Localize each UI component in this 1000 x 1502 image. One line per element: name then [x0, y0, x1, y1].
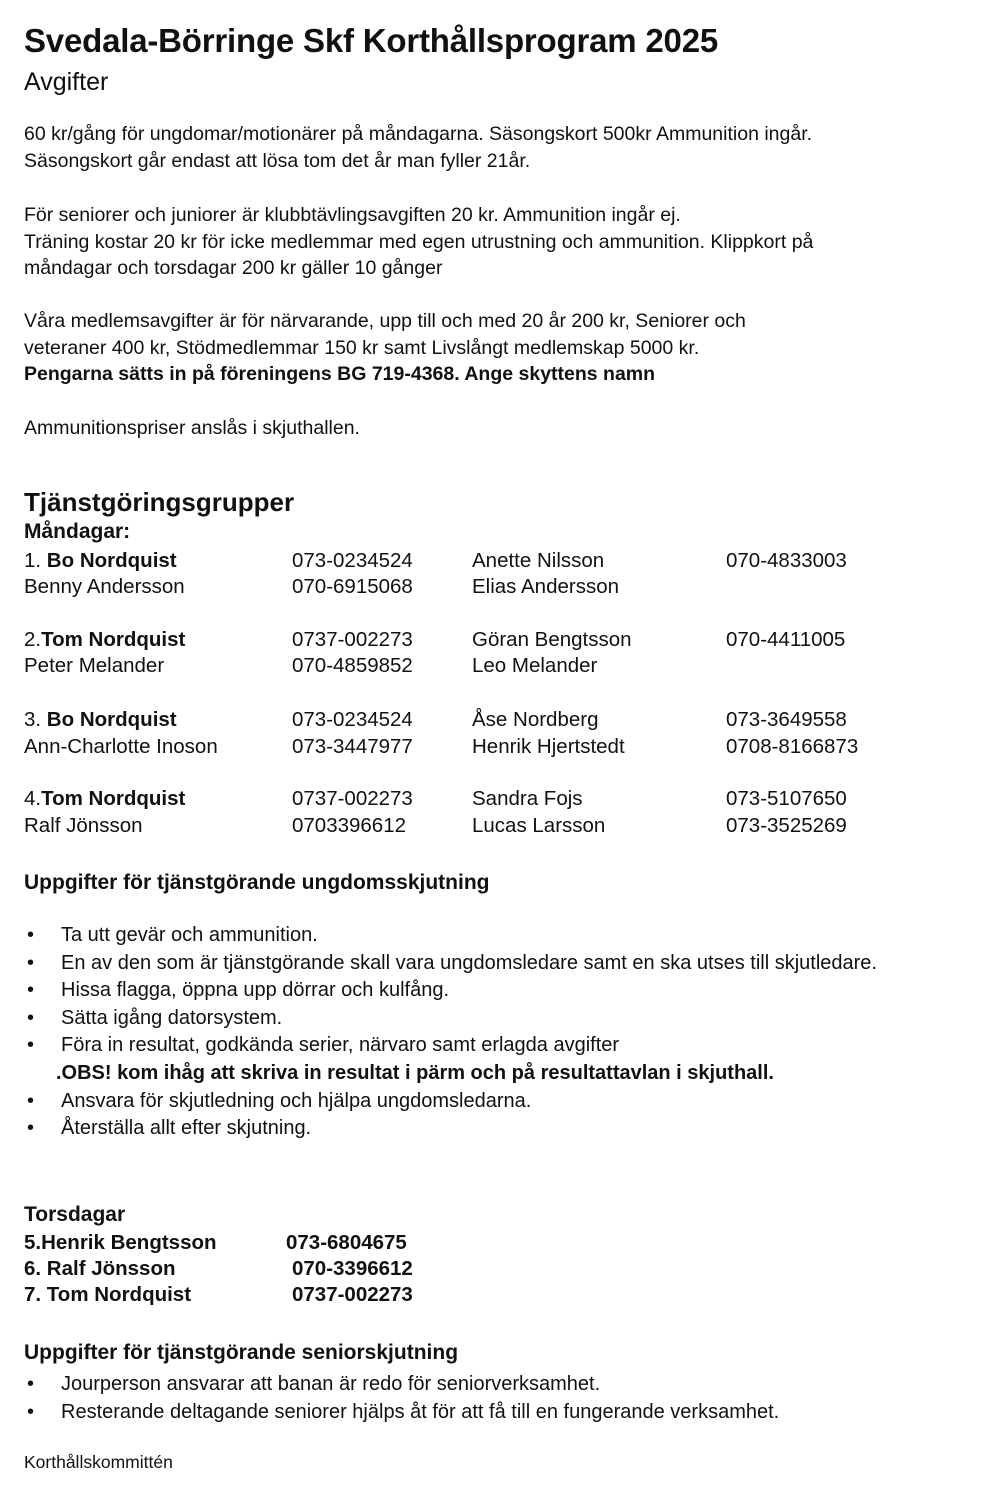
member-name: Anette Nilsson [472, 549, 605, 572]
signature: Korthållskommittén [24, 1452, 173, 1472]
member-phone: 0703396612 [292, 814, 407, 837]
member-phone: 0737-002273 [292, 787, 413, 810]
youth-tasks-list [24, 922, 984, 1143]
list-item [24, 922, 984, 950]
member-name: Sandra Fojs [472, 787, 583, 810]
fees-line: Säsongskort går endast att lösa tom det år man fyller 21år. [24, 149, 531, 172]
group-number: 4. [24, 787, 42, 810]
member-phone: 073-5107650 [726, 787, 847, 810]
member-name: Göran Bengtsson [472, 628, 632, 651]
list-item-text: Sätta igång datorsystem. [61, 1006, 283, 1029]
group-number: 2. [24, 628, 42, 651]
payment-note: Pengarna sätts in på föreningens BG 719-4368. Ange skyttens namn [24, 363, 656, 385]
list-item [24, 977, 984, 1005]
duty-groups-heading: Tjänstgöringsgrupper [24, 487, 295, 517]
thursday-member: 6. Ralf Jönsson [24, 1257, 176, 1280]
member-name-lead [24, 708, 177, 732]
list-item-text: Föra in resultat, godkända serier, närvaro samt erlagda avgifter [61, 1034, 620, 1057]
list-item [24, 950, 921, 978]
fees-paragraph-membership [24, 308, 746, 388]
group-leader-name: Bo Nordquist [46, 549, 177, 572]
member-name: Ralf Jönsson [24, 814, 143, 837]
bullet-icon: • [27, 1117, 35, 1140]
fees-line: Våra medlemsavgifter är för närvarande, upp till och med 20 år 200 kr, Seniorer och [24, 310, 746, 332]
member-phone: 070-4859852 [292, 654, 413, 677]
member-name: Ann-Charlotte Inoson [24, 735, 218, 758]
thursday-member: 5.Henrik Bengtsson [24, 1231, 217, 1254]
monday-heading: Måndagar: [24, 520, 131, 543]
member-name: Henrik Hjertstedt [472, 735, 625, 758]
bullet-icon: • [27, 1006, 35, 1029]
fees-line: måndagar och torsdagar 200 kr gäller 10 gånger [24, 257, 443, 279]
group-row [0, 654, 1000, 680]
group-row [0, 814, 1000, 840]
thursday-phone: 0737-002273 [292, 1283, 413, 1306]
group-leader-name: Tom Nordquist [41, 787, 186, 810]
bullet-icon: • [27, 951, 35, 974]
youth-tasks-heading: Uppgifter för tjänstgörande ungdomsskjutning [24, 871, 490, 894]
fees-line: 60 kr/gång för ungdomar/motionärer på måndagarna. Säsongskort 500kr Ammunition ingår. [24, 123, 813, 145]
page-subtitle: Avgifter [24, 68, 109, 96]
list-item-text: Hissa flagga, öppna upp dörrar och kulfång. [61, 979, 450, 1002]
senior-tasks-heading: Uppgifter för tjänstgörande seniorskjutning [24, 1341, 459, 1364]
bullet-icon: • [27, 1373, 35, 1395]
member-phone: 073-3447977 [292, 735, 413, 758]
fees-line: För seniorer och juniorer är klubbtävlingsavgiften 20 kr. Ammunition ingår ej. [24, 204, 681, 226]
bullet-icon: • [27, 1034, 35, 1057]
member-phone: 070-4411005 [726, 628, 846, 651]
list-item-text: Ta utt gevär och ammunition. [61, 924, 318, 946]
thursday-member: 7. Tom Nordquist [24, 1283, 192, 1306]
bullet-icon: • [27, 979, 35, 1002]
ammo-note: Ammunitionspriser anslås i skjuthallen. [24, 417, 360, 439]
member-name: Leo Melander [472, 654, 598, 677]
group-leader-name: Bo Nordquist [46, 708, 177, 731]
list-item [24, 1371, 984, 1399]
list-item [24, 1005, 984, 1033]
list-item-text: Återställa allt efter skjutning. [61, 1117, 312, 1140]
member-name-lead [24, 787, 185, 811]
thursday-row [0, 1283, 600, 1309]
member-phone: 0737-002273 [292, 628, 413, 651]
list-item-text: Resterande deltagande seniorer hjälps åt för att få till en fungerande verksamhet. [61, 1400, 780, 1423]
thursday-heading: Torsdagar [24, 1203, 126, 1226]
thursday-row [0, 1257, 600, 1283]
list-item-text: En av den som är tjänstgörande skall vara ungdomsledare samt en ska utses till skjutledare. [61, 951, 877, 974]
fees-paragraph-seniors [24, 202, 813, 282]
member-name-lead [24, 628, 185, 652]
list-item [24, 1088, 984, 1116]
member-phone: 073-3649558 [726, 708, 847, 731]
group-number: 3. [24, 708, 47, 731]
group-number: 1. [24, 549, 47, 572]
member-phone: 070-6915068 [292, 575, 413, 598]
thursday-phone: 070-3396612 [292, 1257, 413, 1280]
list-item [24, 1399, 984, 1427]
member-name: Åse Nordberg [472, 708, 599, 731]
member-name: Elias Andersson [472, 575, 620, 598]
list-item-text: Jourperson ansvarar att banan är redo för seniorverksamhet. [61, 1373, 601, 1395]
member-phone: 0708-8166873 [726, 735, 859, 758]
member-name: Benny Andersson [24, 575, 185, 598]
list-item [24, 1115, 984, 1143]
list-item [24, 1032, 984, 1060]
group-row [0, 735, 1000, 761]
group-row [0, 549, 1000, 575]
thursday-phone: 073-6804675 [286, 1231, 407, 1254]
member-phone: 073-3525269 [726, 814, 847, 837]
group-row [0, 628, 1000, 654]
member-phone: 073-0234524 [292, 549, 413, 572]
bullet-icon: • [27, 1089, 35, 1112]
fees-line: veteraner 400 kr, Stödmedlemmar 150 kr samt Livslångt medlemskap 5000 kr. [24, 336, 700, 359]
group-row [0, 787, 1000, 813]
group-row [0, 575, 1000, 601]
fees-paragraph-youth [24, 121, 812, 174]
list-item-text: Ansvara för skjutledning och hjälpa ungdomsledarna. [61, 1089, 532, 1112]
obs-note: .OBS! kom ihåg att skriva in resultat i pärm och på resultattavlan i skjuthall. [56, 1061, 774, 1084]
member-name: Lucas Larsson [472, 814, 606, 837]
member-phone: 070-4833003 [726, 549, 847, 572]
page-title: Svedala-Börringe Skf Korthållsprogram 2025 [24, 22, 718, 59]
group-leader-name: Tom Nordquist [41, 628, 186, 651]
bullet-icon: • [27, 924, 35, 946]
member-name-lead [24, 549, 177, 573]
group-row [0, 708, 1000, 734]
bullet-icon: • [27, 1400, 35, 1423]
member-phone: 073-0234524 [292, 708, 413, 731]
senior-tasks-list [24, 1371, 984, 1426]
fees-line: Träning kostar 20 kr för icke medlemmar med egen utrustning och ammunition. Klippkort på [24, 230, 814, 253]
member-name: Peter Melander [24, 654, 165, 677]
thursday-row [0, 1231, 600, 1257]
